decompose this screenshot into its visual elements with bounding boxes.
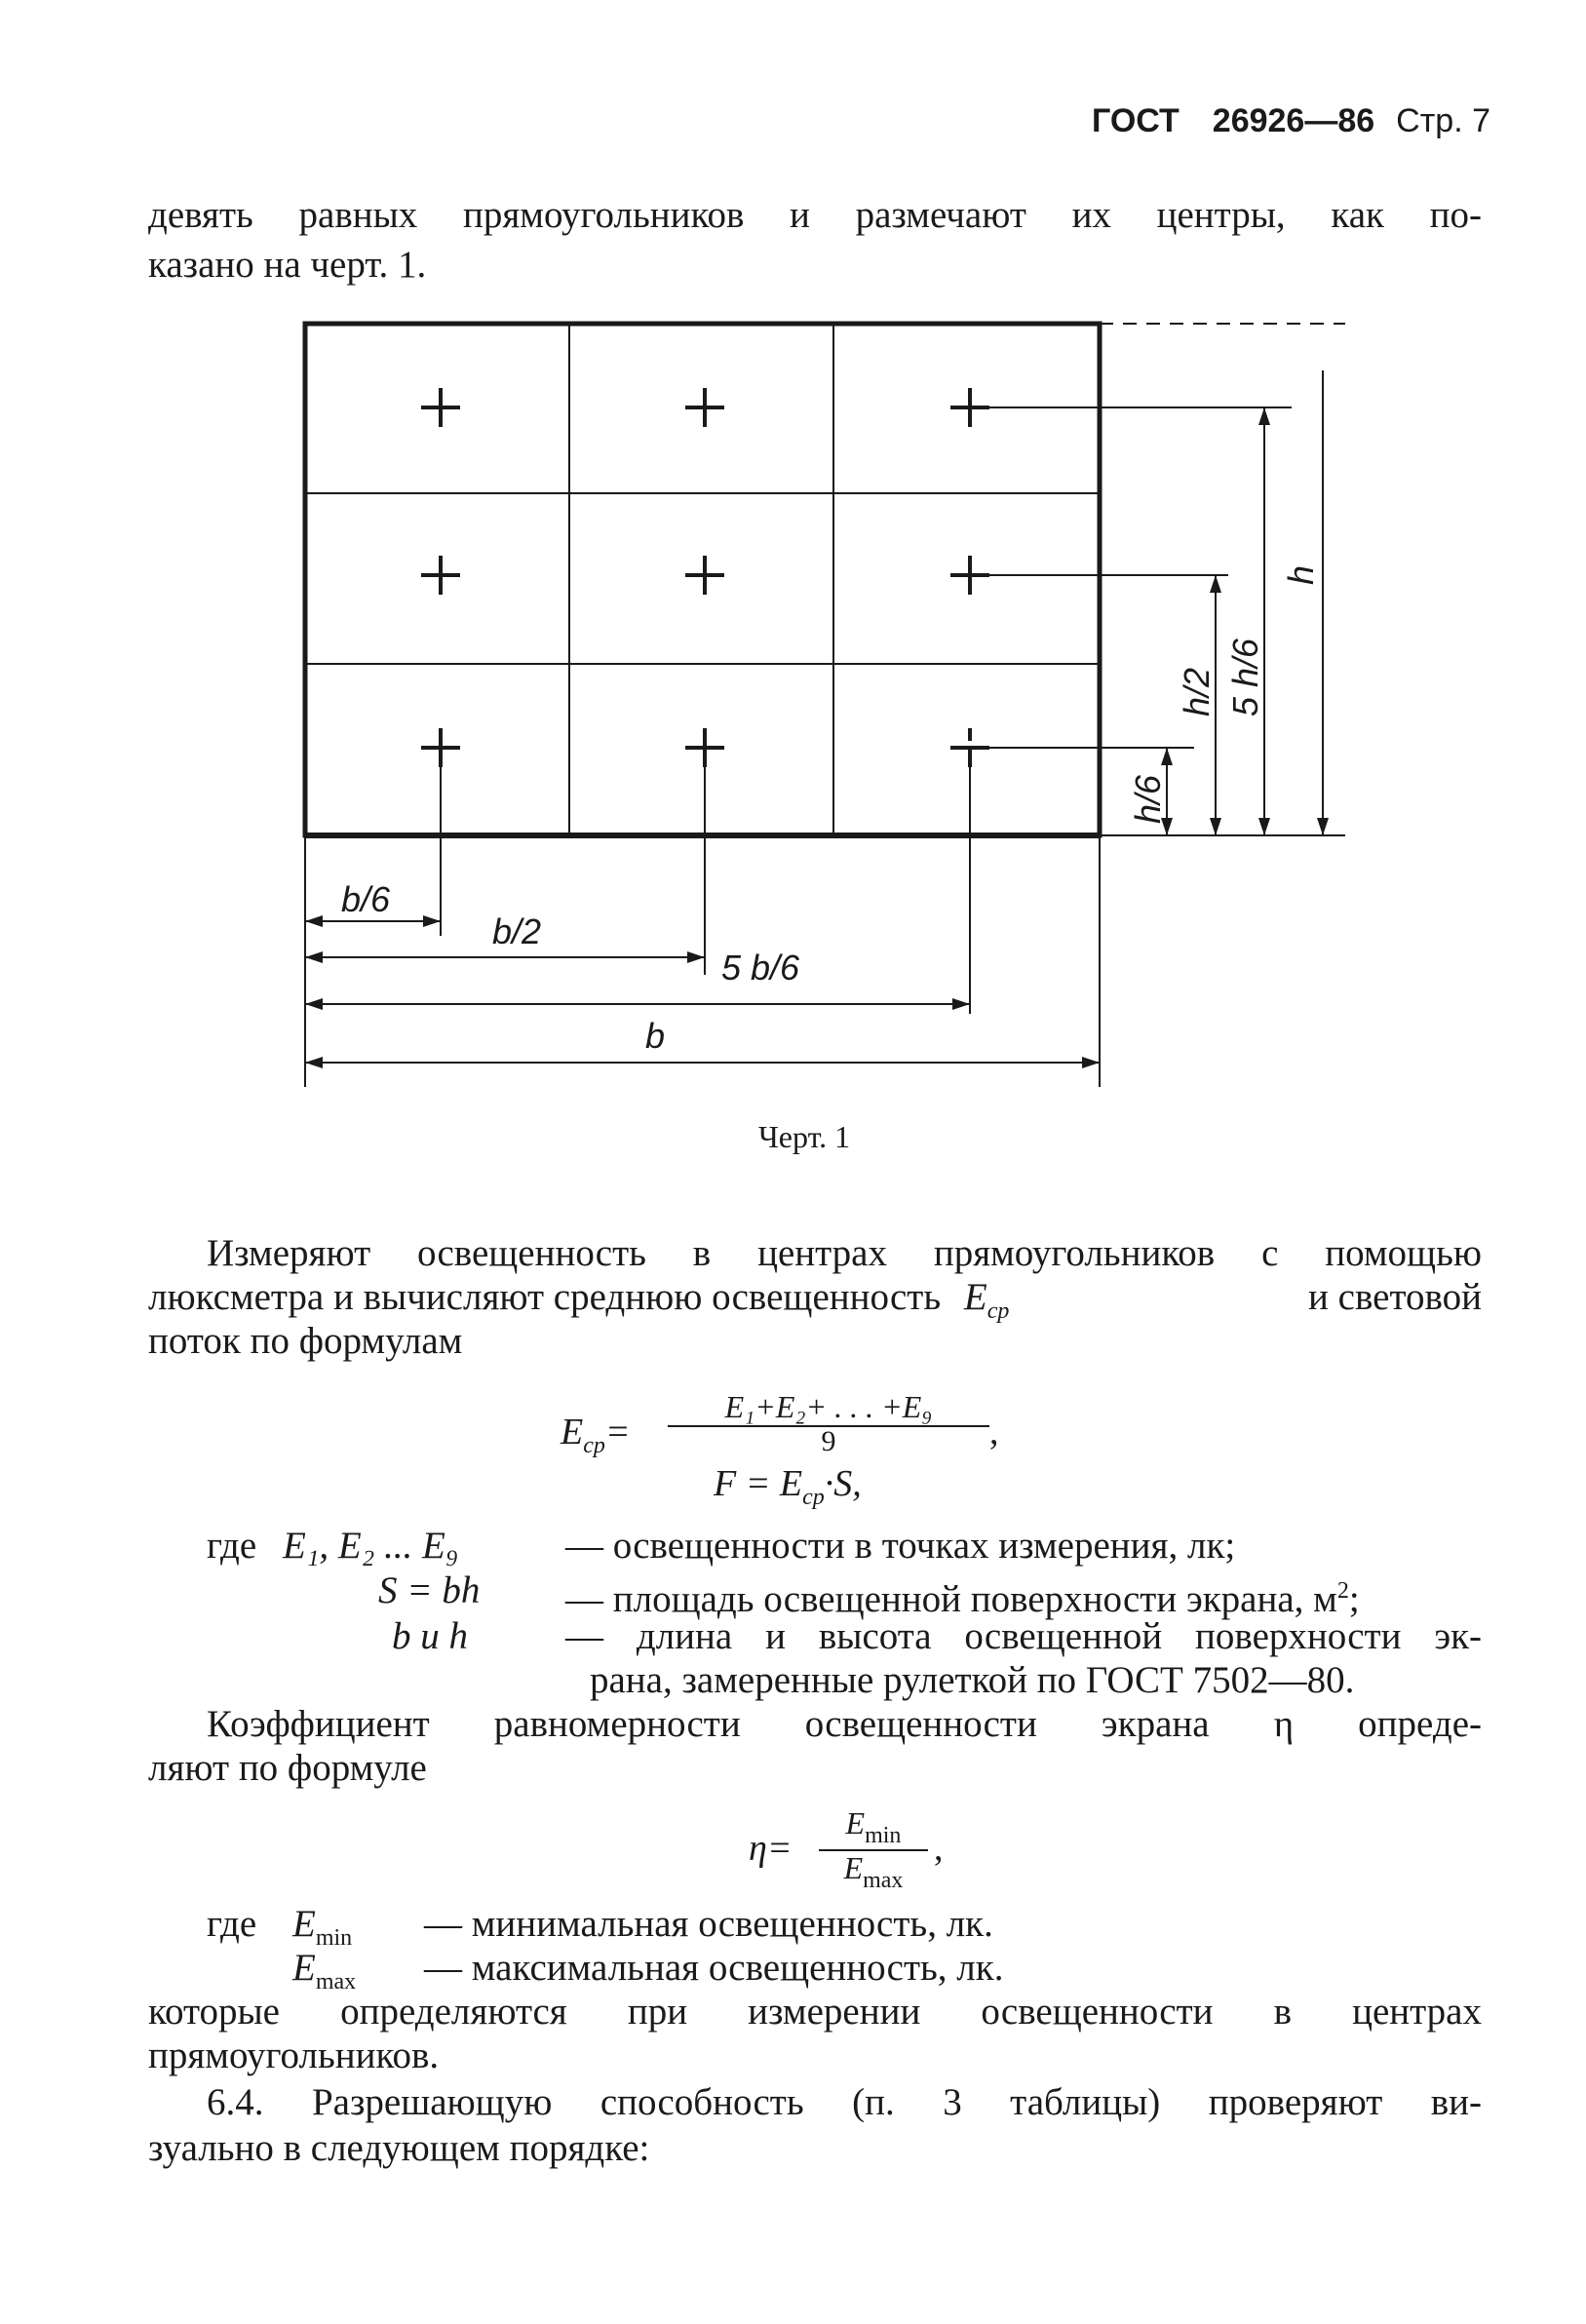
after-line-2: прямоугольников. [148, 2034, 440, 2076]
formula3-numerator: $E_{min}$ [845, 1805, 902, 1848]
where1-gde: где [207, 1525, 257, 1567]
symbol-e-cp: $E_{ср}$ [963, 1276, 1010, 1324]
formula3-comma: , [934, 1828, 944, 1869]
intro-line-2: казано на черт. 1. [148, 244, 427, 286]
formula1-fraction [668, 1389, 989, 1456]
where2-sym2: $E_{max}$ [292, 1947, 357, 1995]
where1-def2: — площадь освещенной поверхности экрана, $м^2$; [565, 1578, 1360, 1620]
formula-flux: $F = E_{ср}\cdot S$, [714, 1463, 862, 1510]
where2-def2: — максимальная освещенность, лк. [424, 1947, 1004, 1989]
center-crosses [421, 388, 989, 767]
dim-label-b56: 5 b/6 [721, 948, 800, 988]
where2-sym1: $E_{min}$ [292, 1903, 353, 1951]
header-gost: ГОСТ [1092, 102, 1180, 139]
where1-def1: — освещенности в точках измерения, лк; [565, 1525, 1236, 1567]
where1-sym3: b и h [392, 1615, 468, 1657]
dim-label-b2: b/2 [492, 911, 542, 951]
figure-caption: Черт. 1 [758, 1119, 851, 1154]
where2-def1: — минимальная освещенность, лк. [424, 1903, 993, 1945]
formula3-denominator: $E_{max}$ [819, 1849, 928, 1897]
measure-line-2b: и световой [1308, 1276, 1482, 1318]
measure-line-3: поток по формулам [148, 1320, 463, 1362]
formula1-numerator: E₁+E₂+ . . . +E₉ [724, 1389, 933, 1424]
formula1-denominator: 9 [668, 1425, 989, 1456]
section-6-4-line-2: зуально в следующем порядке: [148, 2127, 650, 2169]
formula1-comma: , [989, 1412, 999, 1452]
measure-line-2a: люксметра и вычисляют среднюю освещенность [148, 1276, 942, 1318]
header-page: Стр. 7 [1396, 102, 1490, 139]
intro-line-1: девять равных прямоугольников и размечают их центры, как по- [148, 194, 1482, 236]
coef-line-2: ляют по формуле [148, 1747, 427, 1789]
dim-label-h56: 5 h/6 [1225, 638, 1265, 717]
dim-label-h: h [1281, 564, 1321, 585]
after-line-1: которые определяются при измерении освещенности в центрах [148, 1991, 1482, 2033]
coef-line-1: Коэффициент равномерности освещенности экрана η опреде- [207, 1703, 1482, 1745]
dim-label-h2: h/2 [1177, 667, 1217, 717]
formula1-lhs: $E_{ср}=$ [561, 1412, 631, 1458]
formula3-lhs: η= [749, 1828, 793, 1869]
dim-label-b6: b/6 [341, 879, 391, 919]
header-number: 26926—86 [1212, 102, 1375, 139]
where1-sym1: E₁, E₂ ... E₉ [283, 1525, 459, 1567]
where1-def3a: — длина и высота освещенной поверхности эк- [565, 1615, 1482, 1657]
measure-line-1: Измеряют освещенность в центрах прямоугольников с помощью [207, 1232, 1482, 1274]
where2-gde: где [207, 1903, 257, 1945]
section-6-4-line-1: 6.4. Разрешающую способность (п. 3 таблицы) проверяют ви- [207, 2081, 1482, 2123]
screen-frame [305, 324, 1100, 835]
dim-label-h6: h/6 [1128, 774, 1168, 824]
formula3-fraction [819, 1805, 928, 1897]
dim-label-b: b [645, 1016, 666, 1056]
where1-sym2: S = bh [378, 1569, 481, 1611]
where1-def3b: рана, замеренные рулеткой по ГОСТ 7502—80. [590, 1659, 1355, 1701]
